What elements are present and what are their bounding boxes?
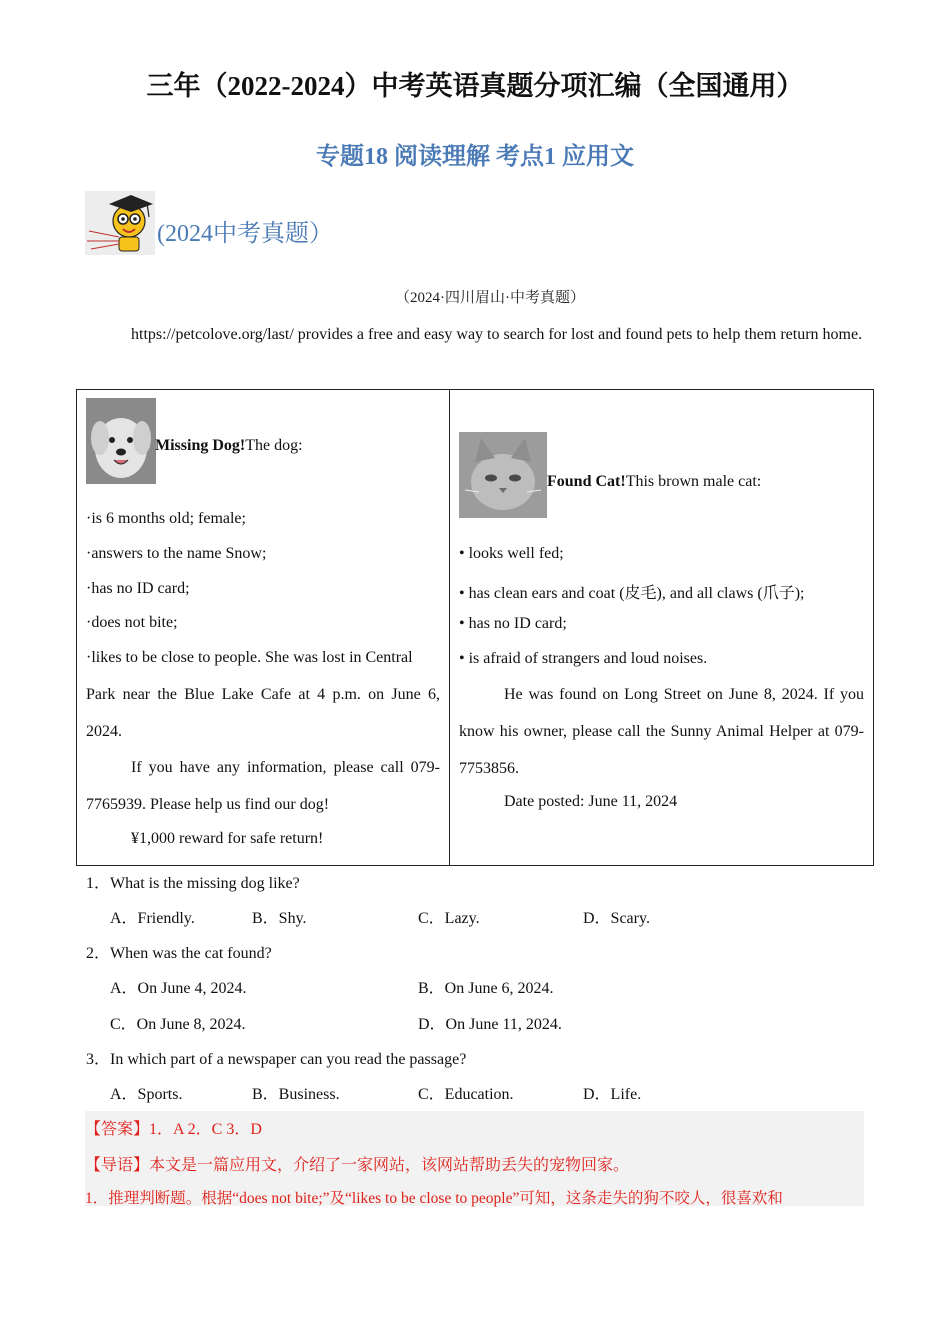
question-2-stem: 2．When was the cat found? [86, 945, 272, 962]
question-3-stem: 3．In which part of a newspaper can you read the passage? [86, 1051, 467, 1068]
question-3-option-b: B．Business. [252, 1086, 340, 1103]
dog-photo-icon [86, 398, 156, 484]
question-1-option-b: B．Shy. [252, 910, 307, 927]
cat-item-afraid: • is afraid of strangers and loud noises. [459, 650, 708, 667]
section-label: (2024中考真题） [157, 221, 333, 247]
dog-lost-details: Park near the Blue Lake Cafe at 4 p.m. on June 6, 2024. [86, 686, 440, 740]
cat-item-id: • has no ID card; [459, 615, 567, 632]
passage-intro: https://petcolove.org/last/ provides a free and easy way to search for lost and found pets to help them return home. [131, 326, 863, 343]
cat-heading-tail: This brown male cat: [625, 473, 762, 490]
dog-item-name: ·answers to the name Snow; [86, 545, 267, 562]
question-1-option-d: D．Scary. [583, 910, 650, 927]
answer-section [85, 1111, 864, 1206]
topic-subtitle: 专题18 阅读理解 考点1 应用文 [316, 144, 634, 170]
answer-key: 【答案】1．A 2．C 3．D [85, 1121, 262, 1138]
question-2-option-c: C．On June 8, 2024. [110, 1016, 246, 1033]
dog-item-age: ·is 6 months old; female; [86, 510, 246, 527]
question-3-option-a: A．Sports. [110, 1086, 183, 1103]
question-2-option-d: D．On June 11, 2024. [418, 1016, 562, 1033]
cat-item-coat: • has clean ears and coat (皮毛), and all claws (爪子); [459, 585, 805, 602]
answer-explanation: 1．推理判断题。根据“does not bite;”及“likes to be close to people”可知，这条走失的狗不咬人，很喜欢和 [85, 1190, 783, 1207]
cat-heading-bold: Found Cat! [547, 473, 626, 490]
dog-heading-tail: The dog: [245, 437, 303, 454]
dog-item-bite: ·does not bite; [86, 614, 178, 631]
dog-item-id: ·has no ID card; [86, 580, 190, 597]
question-2-option-a: A．On June 4, 2024. [110, 980, 247, 997]
question-1-stem: 1．What is the missing dog like? [86, 875, 300, 892]
cat-found-details: He was found on Long Street on June 8, 2024. If you know his owner, please call the Sunny Animal Helper at 079-7753856. [459, 686, 864, 777]
dog-reward: ¥1,000 reward for safe return! [131, 830, 324, 847]
question-3-option-c: C．Education. [418, 1086, 514, 1103]
passage-source: （2024·四川眉山·中考真题） [395, 290, 585, 306]
dog-contact: If you have any information, please call 079-7765939. Please help us find our dog! [86, 759, 440, 813]
cat-photo-icon [459, 432, 547, 518]
question-2-option-b: B．On June 6, 2024. [418, 980, 554, 997]
question-1-option-a: A．Friendly. [110, 910, 195, 927]
question-3-option-d: D．Life. [583, 1086, 642, 1103]
document-title: 三年（2022-2024）中考英语真题分项汇编（全国通用） [146, 71, 804, 101]
cat-notice-heading [547, 473, 761, 491]
column-divider [449, 390, 450, 865]
scholar-mascot-icon [85, 191, 155, 255]
answer-guide: 【导语】本文是一篇应用文，介绍了一家网站，该网站帮助丢失的宠物回家。 [85, 1157, 630, 1174]
notice-table [76, 389, 874, 866]
dog-notice-heading [155, 437, 303, 455]
dog-item-people: ·likes to be close to people. She was lost in Central [86, 649, 413, 666]
dog-heading-bold: Missing Dog! [155, 437, 246, 454]
question-1-option-c: C．Lazy. [418, 910, 480, 927]
cat-date-posted: Date posted: June 11, 2024 [504, 793, 678, 810]
cat-item-fed: • looks well fed; [459, 545, 564, 562]
